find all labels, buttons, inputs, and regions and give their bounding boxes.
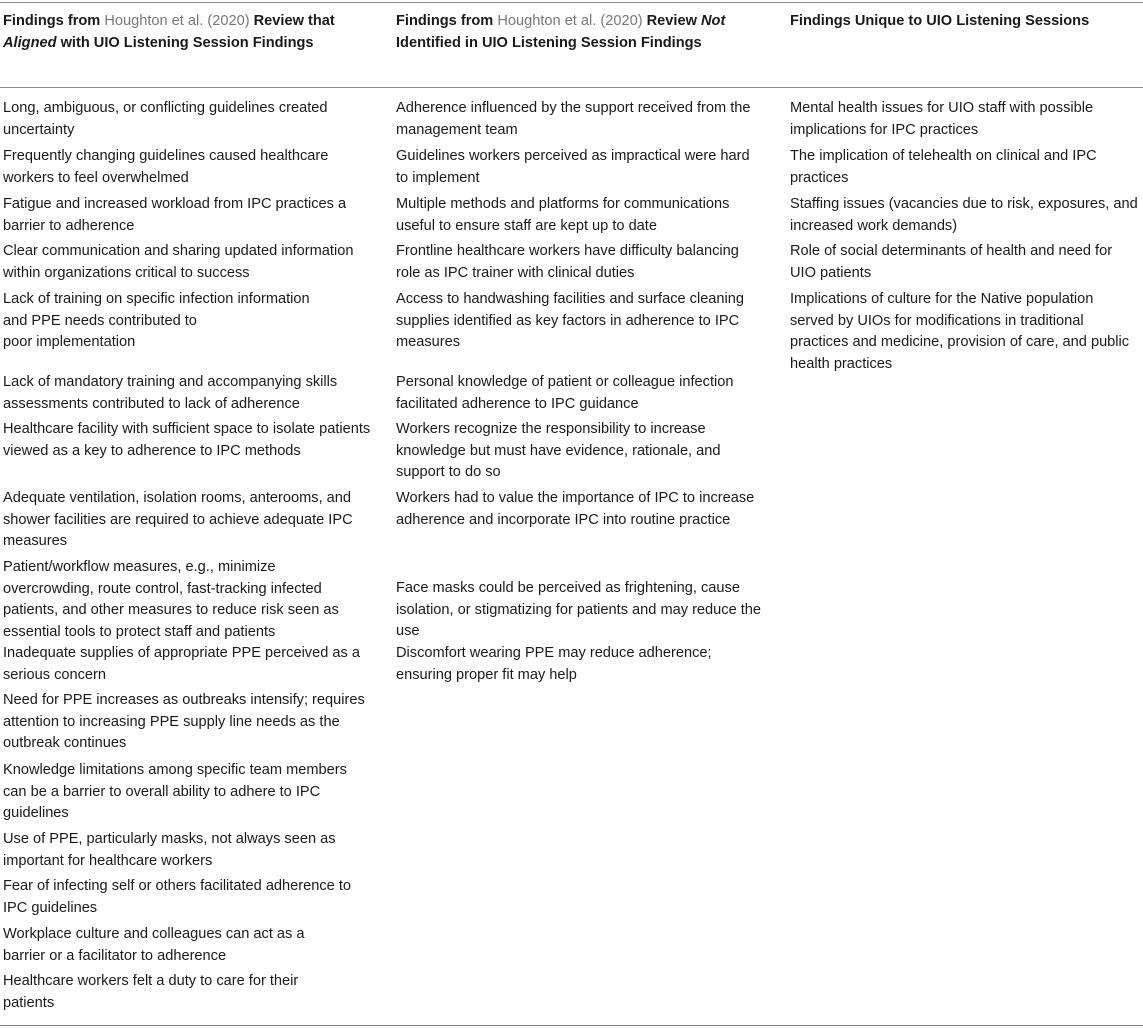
- table-bottom-rule: [0, 1025, 1143, 1026]
- finding-not-identified: Frontline healthcare workers have difficulty balancing role as IPC trainer with clinical duties: [396, 243, 739, 281]
- finding-unique: The implication of telehealth on clinical and IPC practices: [790, 148, 1097, 186]
- header-emphasis: Aligned: [3, 34, 57, 51]
- finding-aligned: Healthcare facility with sufficient space to isolate patients viewed as a key to adherence to IPC methods: [3, 421, 371, 459]
- finding-not-identified: Access to handwashing facilities and surface cleaning supplies identified as key factors in adherence to IPC measures: [396, 291, 745, 350]
- header-aligned-findings: [3, 11, 371, 54]
- finding-aligned: Fear of infecting self or others facilitated adherence to IPC guidelines: [3, 878, 352, 916]
- finding-unique: Role of social determinants of health and need for UIO patients: [790, 243, 1113, 281]
- finding-not-identified: Workers recognize the responsibility to increase knowledge but must have evidence, rationale, and support to do so: [396, 421, 721, 480]
- finding-aligned: Lack of training on specific infection information and PPE needs contributed to: [3, 291, 310, 329]
- finding-aligned: poor implementation: [3, 334, 136, 350]
- finding-aligned: Inadequate supplies of appropriate PPE perceived as a serious concern: [3, 645, 360, 683]
- finding-aligned: Use of PPE, particularly masks, not always seen as important for healthcare workers: [3, 831, 336, 869]
- finding-aligned: Lack of mandatory training and accompanying skills assessments contributed to lack of adherence: [3, 374, 338, 412]
- header-text: Identified in UIO Listening Session Findings: [396, 34, 702, 51]
- finding-unique: Implications of culture for the Native population served by UIOs for modifications in traditional practices and medicine, provision of care, and public health practices: [790, 291, 1130, 372]
- finding-aligned: Need for PPE increases as outbreaks intensify; requires attention to increasing PPE supply line needs as the outbreak continues: [3, 692, 365, 751]
- header-not-identified-findings: [396, 11, 764, 54]
- finding-not-identified: Discomfort wearing PPE may reduce adherence; ensuring proper fit may help: [396, 645, 712, 683]
- header-rule: [0, 87, 1143, 88]
- header-emphasis: Not: [700, 13, 726, 29]
- finding-aligned: Healthcare workers felt a duty to care for their patients: [3, 973, 299, 1011]
- finding-aligned: Frequently changing guidelines caused healthcare workers to feel overwhelmed: [3, 148, 329, 186]
- citation-link[interactable]: Houghton et al. (2020): [104, 13, 250, 29]
- finding-unique: Mental health issues for UIO staff with possible implications for IPC practices: [790, 100, 1094, 138]
- finding-not-identified: Workers had to value the importance of IPC to increase adherence and incorporate IPC into routine practice: [396, 490, 755, 528]
- finding-aligned: Workplace culture and colleagues can act as a barrier or a facilitator to adherence: [3, 926, 305, 964]
- header-unique-findings: Findings Unique to UIO Listening Sessions: [790, 13, 1090, 29]
- finding-not-identified: Face masks could be perceived as frightening, cause isolation, or stigmatizing for patients and may reduce the use: [396, 580, 762, 639]
- finding-not-identified: Personal knowledge of patient or colleague infection facilitated adherence to IPC guidance: [396, 374, 734, 412]
- finding-not-identified: Multiple methods and platforms for communications useful to ensure staff are kept up to date: [396, 196, 730, 234]
- table-top-rule: [0, 2, 1143, 3]
- header-text: Findings from: [3, 13, 105, 29]
- citation-link[interactable]: Houghton et al. (2020): [497, 13, 643, 29]
- finding-aligned: Knowledge limitations among specific team members can be a barrier to overall ability to adhere to IPC guidelines: [3, 762, 347, 821]
- header-text: with UIO Listening Session Findings: [56, 34, 314, 51]
- header-text: Review: [642, 13, 701, 29]
- finding-not-identified: Adherence influenced by the support received from the management team: [396, 100, 751, 138]
- finding-aligned: Clear communication and sharing updated information within organizations critical to success: [3, 243, 354, 281]
- header-text: Findings from: [396, 13, 498, 29]
- finding-aligned: Fatigue and increased workload from IPC practices a barrier to adherence: [3, 196, 347, 234]
- header-text: Review that: [249, 13, 335, 29]
- finding-not-identified: Guidelines workers perceived as impractical were hard to implement: [396, 148, 750, 186]
- finding-aligned: Adequate ventilation, isolation rooms, anterooms, and shower facilities are required to achieve adequate IPC measures: [3, 490, 353, 549]
- finding-unique: Staffing issues (vacancies due to risk, exposures, and increased work demands): [790, 196, 1138, 234]
- finding-aligned: Long, ambiguous, or conflicting guidelines created uncertainty: [3, 100, 328, 138]
- finding-aligned: Patient/workflow measures, e.g., minimize overcrowding, route control, fast-tracking infected patients, and other measures to reduce risk seen as essential tools to protect staff and patients: [3, 559, 339, 640]
